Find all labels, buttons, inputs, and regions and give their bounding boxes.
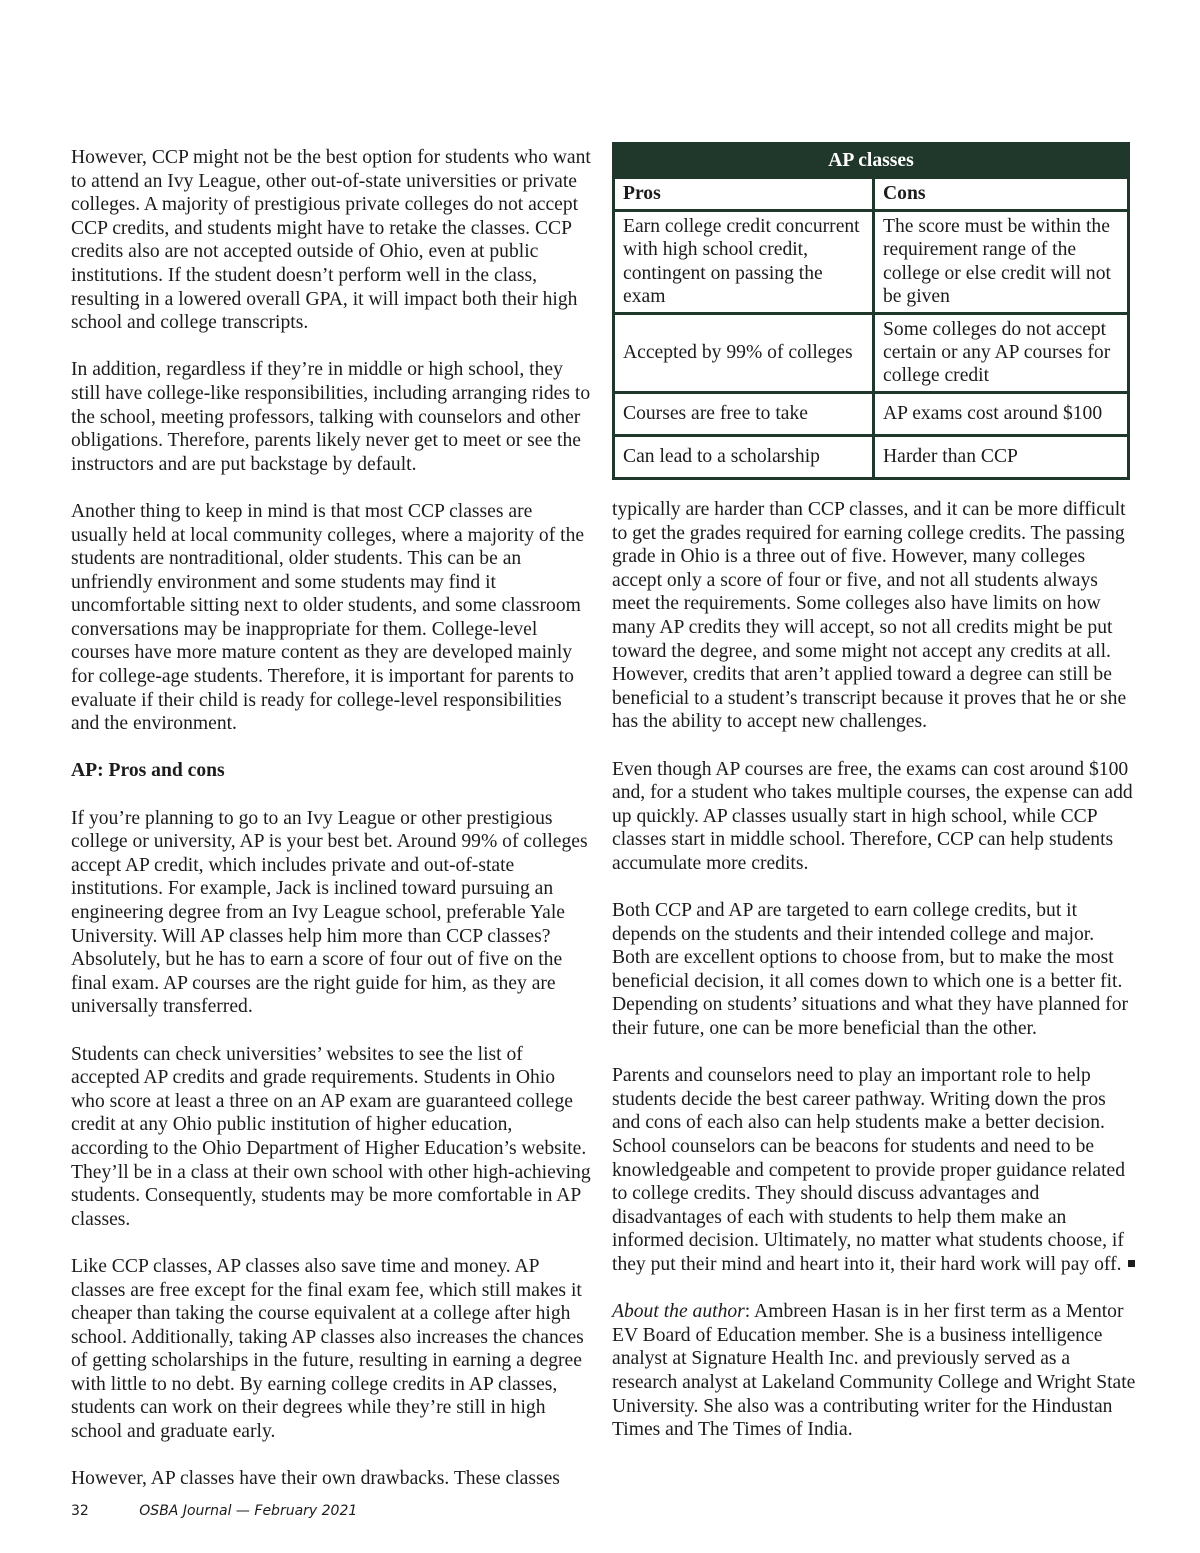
table-title: AP classes — [614, 144, 1129, 178]
con-cell: AP exams cost around $100 — [874, 392, 1129, 435]
cons-header: Cons — [874, 178, 1129, 211]
page-number: 32 — [71, 1503, 89, 1519]
journal-title: OSBA Journal — February 2021 — [139, 1503, 358, 1519]
pro-cell: Can lead to a scholarship — [614, 435, 874, 478]
paragraph-community-colleges: Another thing to keep in mind is that most CCP classes are usually held at local community colleges, where a majority of the students are nontraditional, older students. This can be an unfriendly environment and some students may find it uncomfortable sitting next to older students, and some classroom conversations may be inappropriate for them. College-level courses have more mature content as they are developed mainly for college-age students. Therefore, it is important for parents to evaluate if their child is ready for college-level responsibilities and the environment. — [71, 500, 585, 735]
table-row — [614, 392, 1129, 435]
left-column — [71, 146, 591, 1514]
paragraph-harder-than-ccp: typically are harder than CCP classes, and it can be more difficult to get the grades required for earning college credits. The passing grade in Ohio is a three out of five. However, many colleges accept only a score of four or five, and not all students always meet the requirements. Some colleges also have limits on how many AP credits they will accept, so not all credits might be put toward the degree, and some might not accept any credits at all. However, credits that aren’t applied toward a degree can still be beneficial to a student’s transcript because it proves that he or she has the ability to accept new challenges. — [612, 499, 1127, 733]
table-row — [614, 435, 1129, 478]
con-cell: Harder than CCP — [874, 435, 1129, 478]
paragraph-ap-drawbacks: However, AP classes have their own drawbacks. These classes — [71, 1468, 560, 1490]
page-footer — [71, 1503, 357, 1519]
table-row — [614, 211, 1129, 314]
table-row — [614, 313, 1129, 392]
paragraph-ap-best-bet: If you’re planning to go to an Ivy League or other prestigious college or university, AP is your best bet. Around 99% of colleges accept AP credit, which includes private and out-of-state institutions. For example, Jack is inclined toward pursuing an engineering degree from an Ivy League school, preferable Yale University. Will AP classes help him more than CCP classes? Absolutely, but he has to earn a score of four out of five on the final exam. AP courses are the right guide for him, as they are universally transferred. — [71, 807, 588, 1018]
pros-header: Pros — [614, 178, 874, 211]
end-mark-icon — [1128, 1260, 1135, 1267]
author-label: About the author — [612, 1301, 745, 1323]
paragraph-check-websites: Students can check universities’ websites to see the list of accepted AP credits and grade requirements. Students in Ohio who score at least a three on an AP exam are guaranteed college credit at any Ohio public institution of higher education, according to the Ohio Department of Higher Education’s website. They’ll be in a class at their own school with other high-achieving students. Consequently, students may be more comfortable in AP classes. — [71, 1043, 591, 1230]
paragraph-exam-cost: Even though AP courses are free, the exams can cost around $100 and, for a student who takes multiple courses, the expense can add up quickly. AP classes usually start in high school, while CCP classes start in middle school. Therefore, CCP can help students accumulate more credits. — [612, 758, 1133, 874]
pros-cons-table — [612, 142, 1130, 480]
pro-cell: Accepted by 99% of colleges — [614, 313, 874, 392]
con-cell: Some colleges do not accept certain or any AP courses for college credit — [874, 313, 1129, 392]
pro-cell: Courses are free to take — [614, 392, 874, 435]
paragraph-ccp-ivy-league: However, CCP might not be the best option for students who want to attend an Ivy League, other out-of-state universities or private colleges. A majority of prestigious private colleges do not accept CCP credits, and students might have to retake the classes. CCP credits also are not accepted outside of Ohio, even at public institutions. If the student doesn’t perform well in the class, resulting in a lowered overall GPA, it will impact both their high school and college transcripts. — [71, 147, 591, 334]
paragraph-parents-counselors — [612, 1064, 1136, 1276]
ap-classes-table — [612, 142, 1130, 480]
paragraph-parents-counselors-text: Parents and counselors need to play an important role to help students decide the best career pathway. Writing down the pros and cons of each also can help students make a better decision. School counselors can be beacons for students and need to be knowledgeable and competent to provide proper guidance related to college credits. They should discuss advantages and disadvantages of each with students to help them make an informed decision. Ultimately, no matter what students choose, if they put their mind and heart into it, their hard work will pay off. — [612, 1065, 1126, 1275]
section-heading-ap-pros-cons: AP: Pros and cons — [71, 760, 225, 782]
con-cell: The score must be within the requirement range of the college or else credit will not be given — [874, 211, 1129, 314]
paragraph-save-time-money: Like CCP classes, AP classes also save time and money. AP classes are free except for the final exam fee, which still makes it cheaper than taking the course equivalent at a college after high school. Additionally, taking AP classes also increases the chances of getting scholarships in the future, resulting in earning a degree with little to no debt. By earning college credits in AP classes, students can work on their degrees while they’re still in high school and graduate early. — [71, 1255, 584, 1443]
right-column — [612, 498, 1136, 1465]
paragraph-responsibilities: In addition, regardless if they’re in middle or high school, they still have college-like responsibilities, including arranging rides to the school, meeting professors, talking with counselors and other obligations. Therefore, parents likely never get to meet or see the instructors and are put backstage by default. — [71, 359, 591, 475]
paragraph-both-options: Both CCP and AP are targeted to earn college credits, but it depends on the students and their intended college and major. Both are excellent options to choose from, but to make the most beneficial decision, it all comes down to which one is a better fit. Depending on students’ situations and what they have planned for their future, one can be more beneficial than the other. — [612, 900, 1129, 1040]
pro-cell: Earn college credit concurrent with high school credit, contingent on passing the exam — [614, 211, 874, 314]
author-text: : Ambreen Hasan is in her first term as a Mentor EV Board of Education member. She is a business intelligence analyst at Signature Health Inc. and previously served as a research analyst at Lakeland Community College and Wright State University. She also was a contributing writer for the Hindustan Times and The Times of India. — [612, 1301, 1136, 1441]
author-bio — [612, 1300, 1136, 1442]
